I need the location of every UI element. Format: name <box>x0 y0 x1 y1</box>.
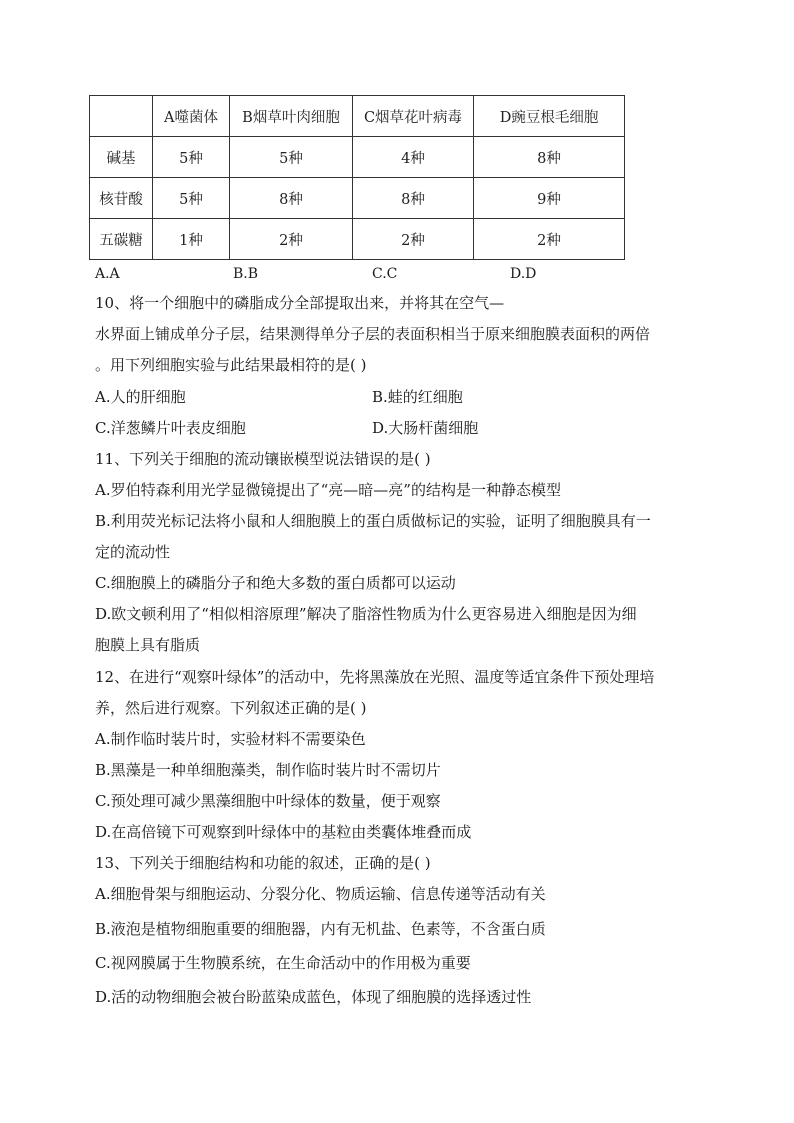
q11-option-line: A.罗伯特森利用光学显微镜提出了“亮—暗—亮”的结构是一种静态模型 <box>95 481 561 499</box>
table-cell: 9种 <box>474 178 625 219</box>
q13-option-c: C.视网膜属于生物膜系统，在生命活动中的作用极为重要 <box>95 954 471 972</box>
q12-option-d: D.在高倍镜下可观察到叶绿体中的基粒由类囊体堆叠而成 <box>95 823 472 841</box>
q9-option-d: D.D <box>510 266 537 282</box>
q12-option-b: B.黑藻是一种单细胞藻类，制作临时装片时不需切片 <box>95 761 441 779</box>
q12-stem-line: 12、在进行“观察叶绿体”的活动中，先将黑藻放在光照、温度等适宜条件下预处理培 <box>95 668 655 686</box>
table-row <box>90 178 625 219</box>
table-header-cell: D豌豆根毛细胞 <box>474 96 625 137</box>
table-cell: 2种 <box>474 219 625 260</box>
table-cell: 五碳糖 <box>90 219 153 260</box>
table-cell: 8种 <box>474 137 625 178</box>
q13-option-d: D.活的动物细胞会被台盼蓝染成蓝色，体现了细胞膜的选择透过性 <box>95 988 532 1006</box>
q10-option-c: C.洋葱鳞片叶表皮细胞 <box>95 419 246 437</box>
q9-option-b: B.B <box>233 266 259 282</box>
q12-option-c: C.预处理可减少黑藻细胞中叶绿体的数量，便于观察 <box>95 792 441 810</box>
q11-option-line: C.细胞膜上的磷脂分子和绝大多数的蛋白质都可以运动 <box>95 574 456 592</box>
table-header-cell <box>90 96 153 137</box>
q13-option-b: B.液泡是植物细胞重要的细胞器，内有无机盐、色素等，不含蛋白质 <box>95 920 546 938</box>
q11-option-line: D.欧文顿利用了“相似相溶原理”解决了脂溶性物质为什么更容易进入细胞是因为细 <box>95 605 637 623</box>
table-cell: 8种 <box>230 178 353 219</box>
table-cell: 4种 <box>353 137 474 178</box>
table-row <box>90 137 625 178</box>
q10-option-d: D.大肠杆菌细胞 <box>372 419 479 437</box>
q10-option-a: A.人的肝细胞 <box>95 388 186 406</box>
table-cell: 5种 <box>153 178 230 219</box>
q13-stem: 13、下列关于细胞结构和功能的叙述，正确的是( ) <box>95 854 431 872</box>
q11-option-line: 胞膜上具有脂质 <box>95 636 201 654</box>
q9-option-c: C.C <box>372 266 398 282</box>
table-cell: 碱基 <box>90 137 153 178</box>
table-row <box>90 219 625 260</box>
table-cell: 2种 <box>353 219 474 260</box>
table-cell: 1种 <box>153 219 230 260</box>
q10-option-b: B.蛙的红细胞 <box>372 388 463 406</box>
table-cell: 5种 <box>230 137 353 178</box>
table-cell: 8种 <box>353 178 474 219</box>
q11-option-line: 定的流动性 <box>95 543 171 561</box>
table-header-cell: C烟草花叶病毒 <box>353 96 474 137</box>
table-cell: 核苷酸 <box>90 178 153 219</box>
q12-option-a: A.制作临时装片时，实验材料不需要染色 <box>95 730 366 748</box>
table-header-row <box>90 96 625 137</box>
table-cell: 5种 <box>153 137 230 178</box>
base-composition-table <box>89 95 625 260</box>
q10-stem-line: 水界面上铺成单分子层，结果测得单分子层的表面积相当于原来细胞膜表面积的两倍 <box>95 325 651 343</box>
table-header-cell: B烟草叶肉细胞 <box>230 96 353 137</box>
q10-stem-line: 。用下列细胞实验与此结果最相符的是( ) <box>95 356 367 374</box>
q11-option-line: B.利用荧光标记法将小鼠和人细胞膜上的蛋白质做标记的实验，证明了细胞膜具有一 <box>95 512 651 530</box>
q9-option-a: A.A <box>95 266 120 282</box>
q11-stem: 11、下列关于细胞的流动镶嵌模型说法错误的是( ) <box>95 450 431 468</box>
q10-stem-line: 10、将一个细胞中的磷脂成分全部提取出来，并将其在空气— <box>95 294 505 312</box>
table-cell: 2种 <box>230 219 353 260</box>
q12-stem-line: 养，然后进行观察。下列叙述正确的是( ) <box>95 699 367 717</box>
table-header-cell: A噬菌体 <box>153 96 230 137</box>
q13-option-a: A.细胞骨架与细胞运动、分裂分化、物质运输、信息传递等活动有关 <box>95 885 546 903</box>
